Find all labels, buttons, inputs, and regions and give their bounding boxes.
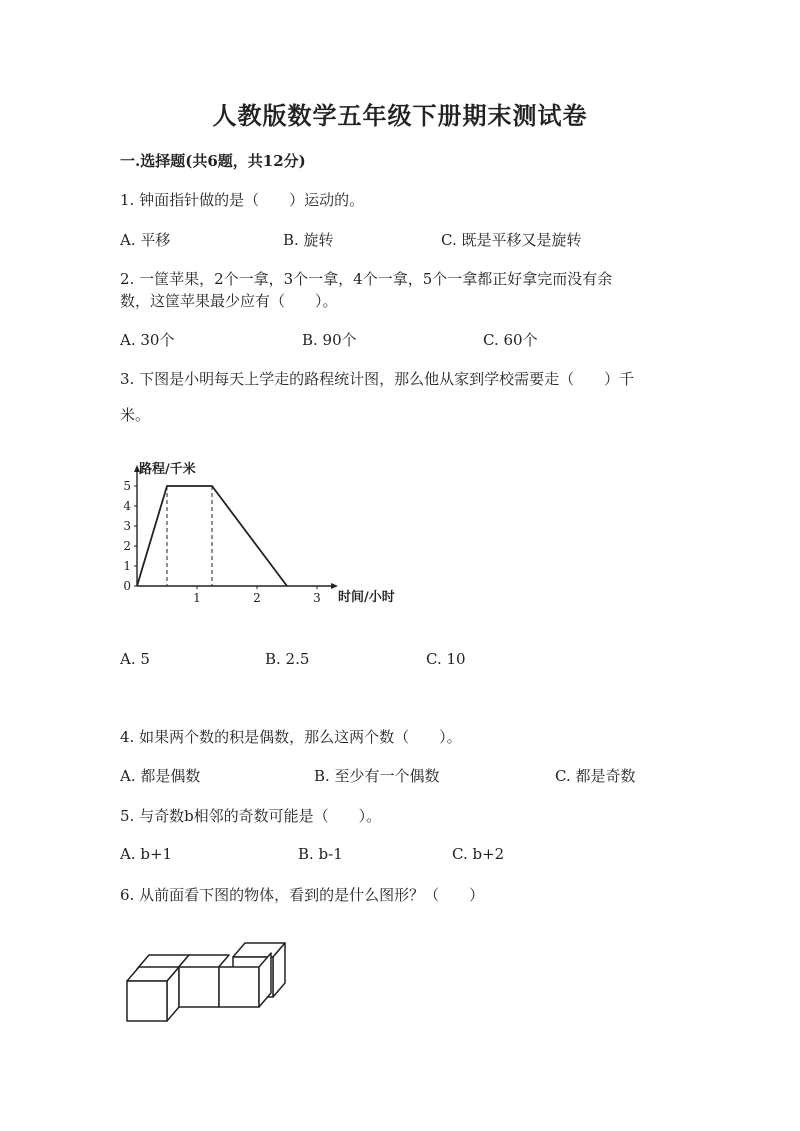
question-2-line-2: 数，这筐苹果最少应有（ ）。 [120, 292, 338, 310]
chart-x-tick-label: 2 [253, 591, 261, 605]
chart-x-tick-label: 1 [193, 591, 201, 605]
q3-option-b[interactable]: B. 2.5 [265, 650, 310, 668]
cube-stack-figure [115, 935, 300, 1035]
chart-y-tick-label: 4 [123, 499, 131, 513]
question-3-line-2: 米。 [120, 406, 151, 424]
chart-y-tick-label: 1 [123, 559, 131, 573]
q2-option-c[interactable]: C. 60个 [483, 331, 538, 349]
q4-option-c[interactable]: C. 都是奇数 [555, 767, 636, 785]
chart-y-tick-label: 2 [123, 539, 131, 553]
q5-option-b[interactable]: B. b-1 [298, 845, 343, 863]
chart-y-tick-label: 0 [123, 579, 131, 593]
chart-y-axis-label: 路程/千米 [139, 462, 196, 477]
q3-option-c[interactable]: C. 10 [426, 650, 466, 668]
question-2-line-1: 2. 一筐苹果，2个一拿，3个一拿，4个一拿，5个一拿都正好拿完而没有余 [120, 270, 613, 288]
q4-option-a[interactable]: A. 都是偶数 [120, 767, 201, 785]
chart-x-axis-arrow [331, 583, 338, 589]
q1-option-b[interactable]: B. 旋转 [283, 231, 334, 249]
q2-option-b[interactable]: B. 90个 [302, 331, 357, 349]
q3-option-a[interactable]: A. 5 [120, 650, 150, 668]
distance-time-chart [115, 455, 415, 610]
question-4: 4. 如果两个数的积是偶数，那么这两个数（ ）。 [120, 728, 462, 746]
chart-x-axis-label: 时间/小时 [338, 590, 395, 605]
page-title: 人教版数学五年级下册期末测试卷 [212, 101, 588, 130]
chart-y-tick-label: 5 [123, 479, 131, 493]
q5-option-a[interactable]: A. b+1 [120, 845, 173, 863]
chart-x-tick-label: 3 [313, 591, 321, 605]
q1-option-a[interactable]: A. 平移 [120, 231, 171, 249]
q4-option-b[interactable]: B. 至少有一个偶数 [314, 767, 440, 785]
question-6: 6. 从前面看下图的物体，看到的是什么图形？（ ） [120, 886, 485, 904]
question-5: 5. 与奇数b相邻的奇数可能是（ ）。 [120, 807, 382, 825]
q2-option-a[interactable]: A. 30个 [120, 331, 175, 349]
section-heading: 一.选择题(共6题，共12分) [120, 152, 306, 170]
question-1: 1. 钟面指针做的是（ ）运动的。 [120, 191, 365, 209]
q1-option-c[interactable]: C. 既是平移又是旋转 [441, 231, 582, 249]
chart-y-tick-label: 3 [123, 519, 131, 533]
question-3-line-1: 3. 下图是小明每天上学走的路程统计图，那么他从家到学校需要走（ ）千 [120, 370, 635, 388]
q5-option-c[interactable]: C. b+2 [452, 845, 505, 863]
